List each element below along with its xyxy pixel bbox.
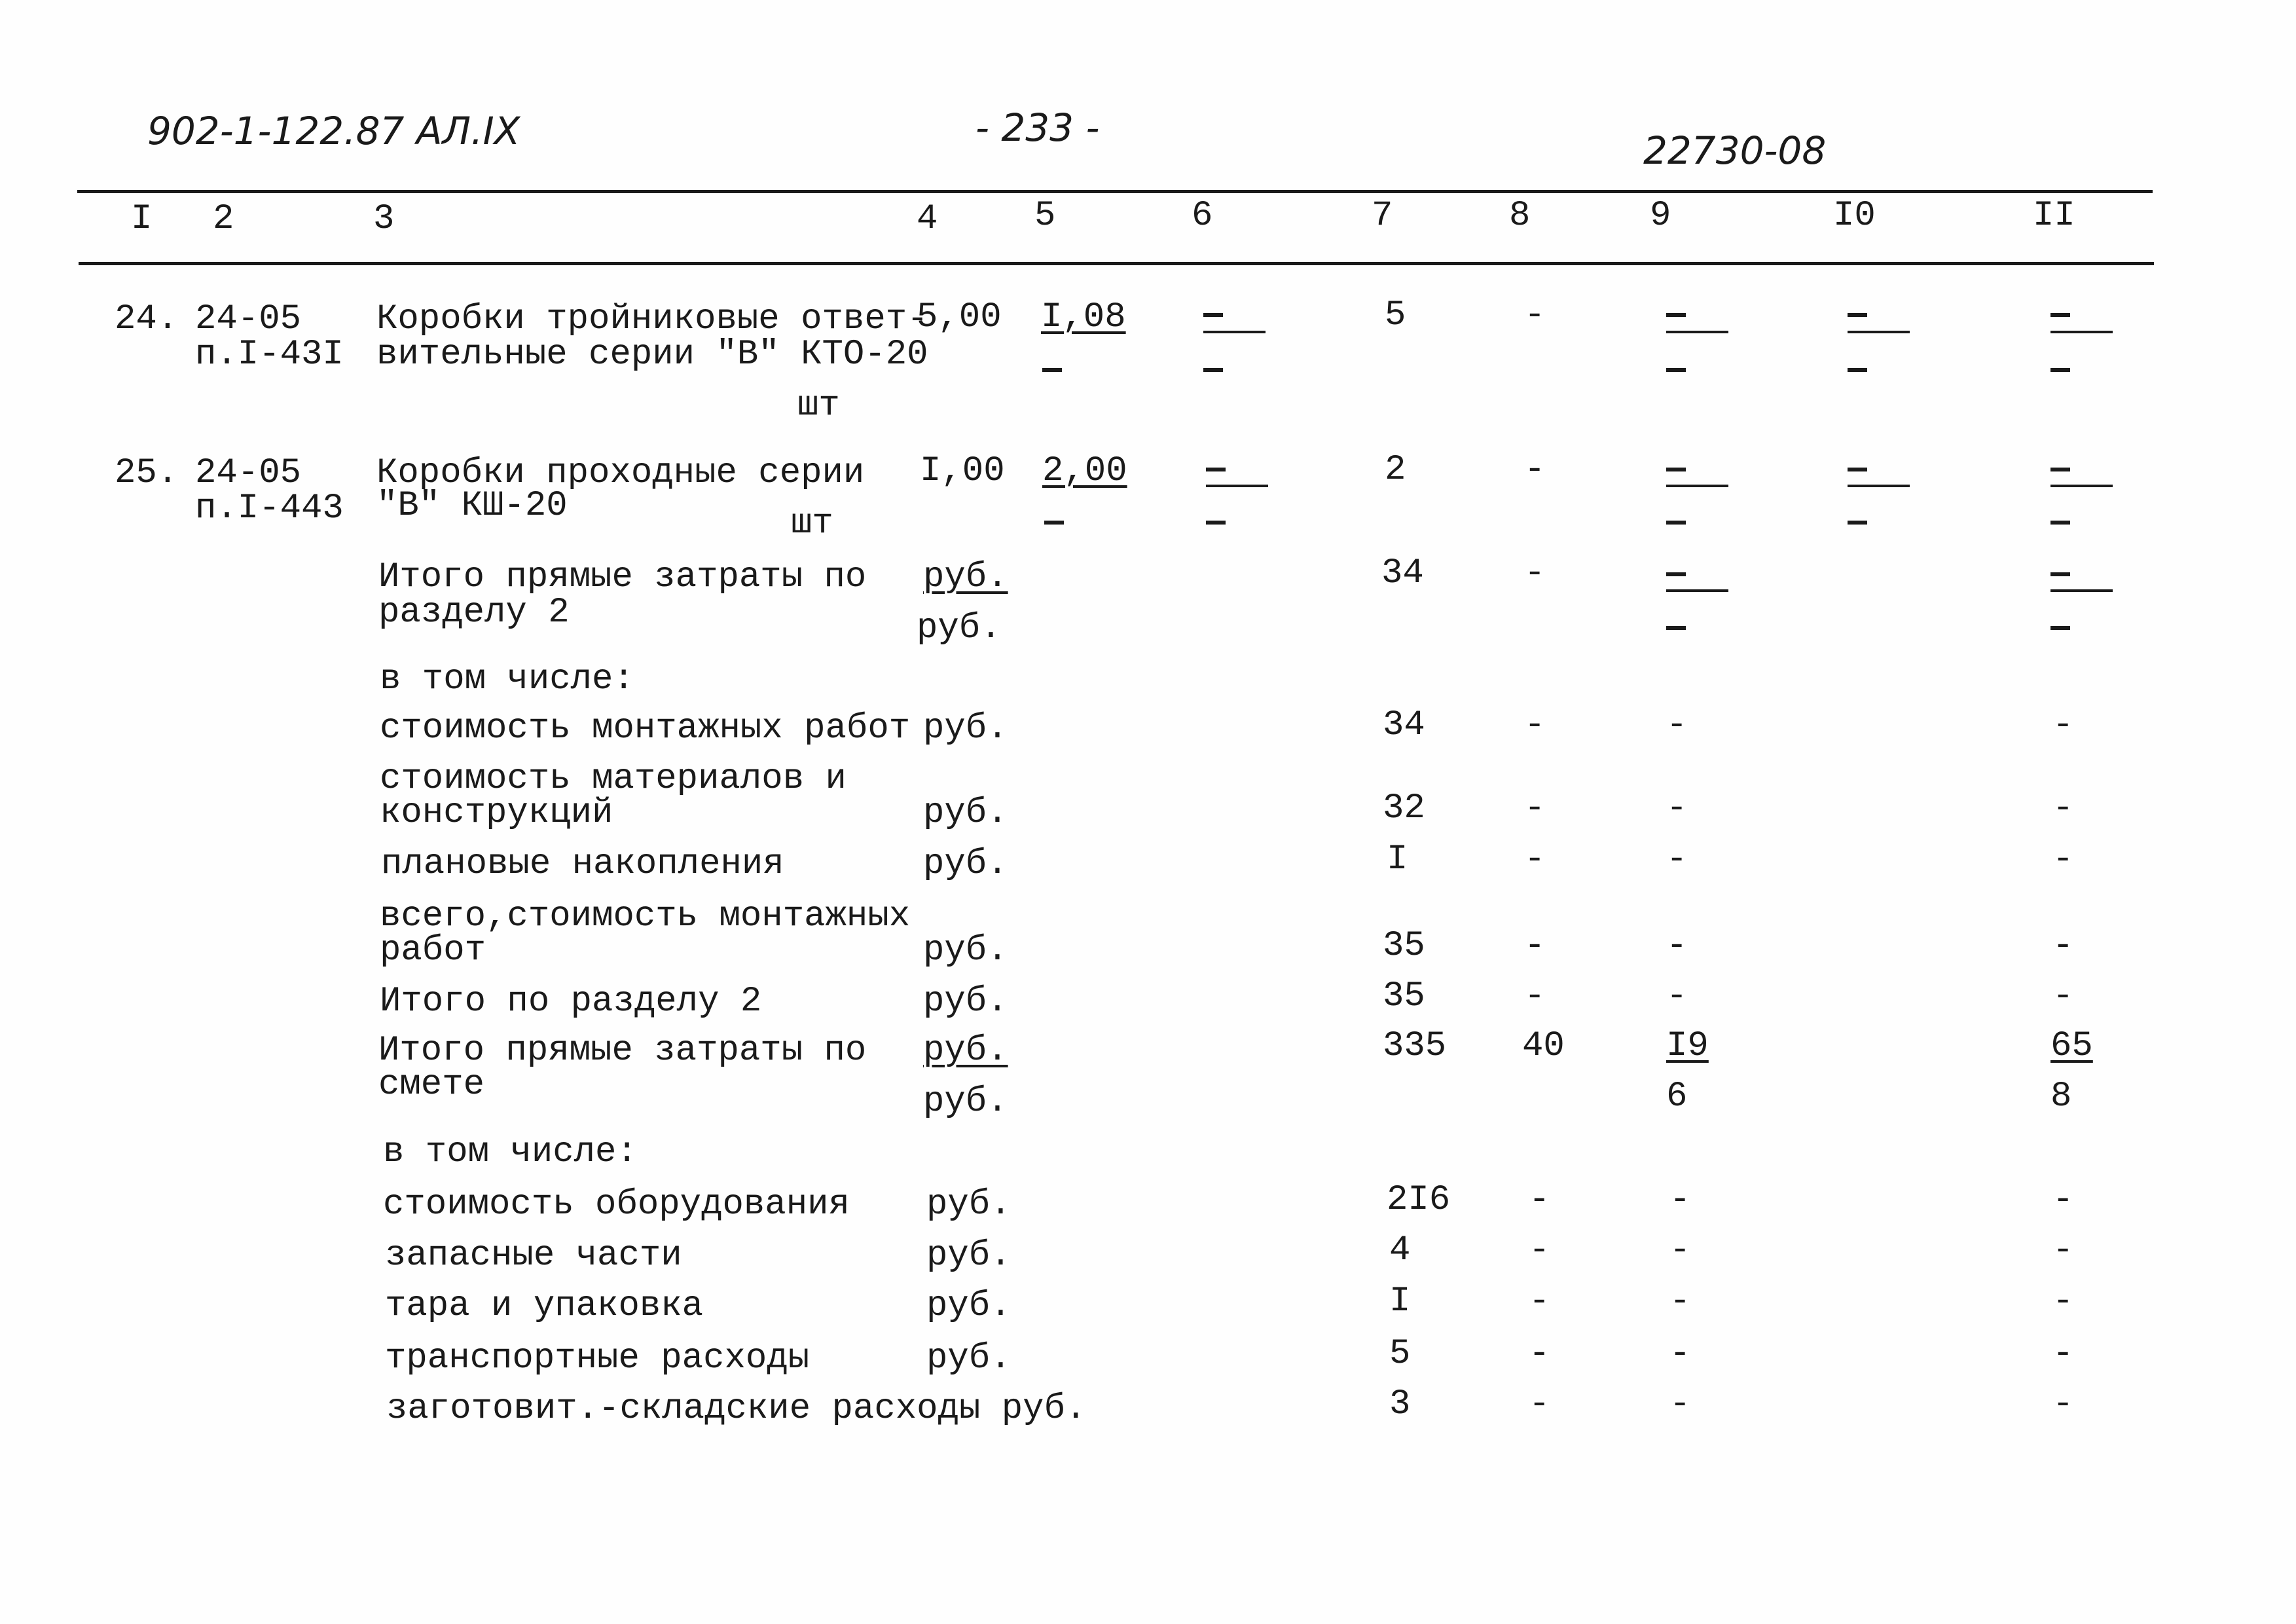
column-header-5: 5 — [1034, 196, 1056, 236]
row-number: 24. — [115, 299, 179, 339]
summary-value-col8: 40 — [1522, 1026, 1565, 1066]
summary-label: стоимость материалов и — [380, 759, 847, 799]
inventory-number: 22730-08 — [1643, 128, 1827, 173]
summary-value-col11: - — [2052, 1230, 2074, 1270]
including-label: в том числе: — [380, 659, 634, 699]
summary-value-col9: - — [1666, 705, 1688, 745]
summary-value-col8: - — [1524, 553, 1546, 593]
summary-label-cont: работ — [380, 931, 486, 970]
summary-value-col8: - — [1529, 1282, 1550, 1321]
row-unit-price: I,08 — [1041, 297, 1126, 337]
row-value-col7: 5 — [1385, 295, 1406, 335]
summary-unit-bottom: руб. — [923, 1082, 1008, 1122]
summary-label: заготовит.-складские расходы руб. — [386, 1389, 1087, 1429]
summary-value-col11: - — [2052, 840, 2074, 879]
summary-value-col11: - — [2052, 976, 2074, 1016]
summary-value-col8: - — [1529, 1334, 1550, 1374]
row-dash — [2050, 368, 2070, 372]
row-dash — [1203, 368, 1223, 372]
page-number: - 233 - — [975, 105, 1100, 150]
summary-label-cont: смете — [378, 1065, 485, 1105]
summary-label-cont: конструкций — [380, 793, 613, 833]
summary-value-col7: I — [1389, 1282, 1411, 1321]
summary-value-col9-bottom: 6 — [1666, 1077, 1688, 1116]
table-header-rule — [79, 262, 2154, 265]
row-description-cont: вительные серии "В" КТО-20 — [376, 335, 928, 375]
row-dash — [1666, 331, 1728, 333]
document-code: 902-1-122.87 АЛ.IX — [147, 109, 520, 153]
summary-value-col9: - — [1666, 926, 1688, 966]
summary-value-col8: - — [1529, 1230, 1550, 1270]
summary-value-col11: - — [2052, 1384, 2074, 1424]
row-dash — [2050, 485, 2113, 487]
summary-dash — [1666, 572, 1686, 576]
summary-value-col8: - — [1524, 840, 1546, 879]
summary-unit: руб. — [923, 931, 1008, 970]
summary-label: запасные части — [385, 1236, 682, 1276]
summary-value-col9: - — [1669, 1282, 1691, 1321]
row-quantity: 5,00 — [917, 297, 1002, 337]
summary-value-col7: 32 — [1383, 788, 1425, 828]
row-dash — [1848, 521, 1867, 525]
row-value-col8: - — [1524, 295, 1546, 335]
summary-label: транспортные расходы — [385, 1338, 810, 1378]
summary-unit: руб. — [923, 793, 1008, 833]
summary-value-col9: - — [1669, 1384, 1691, 1424]
summary-value-col8: - — [1524, 926, 1546, 966]
summary-value-col9: - — [1666, 788, 1688, 828]
summary-label: стоимость монтажных работ — [380, 709, 911, 748]
summary-value-col9: - — [1666, 976, 1688, 1016]
summary-value-col8: - — [1529, 1180, 1550, 1220]
row-description: Коробки проходные серии — [376, 453, 865, 493]
column-header-6: 6 — [1192, 196, 1213, 236]
summary-value-col8: - — [1524, 788, 1546, 828]
summary-value-col7: 35 — [1383, 976, 1425, 1016]
including-label: в том числе: — [383, 1132, 638, 1172]
row-dash — [1666, 485, 1728, 487]
summary-value-col7: I — [1387, 840, 1408, 879]
summary-unit-top: руб. — [923, 557, 1008, 597]
row-dash — [2050, 521, 2070, 525]
row-dash — [1666, 468, 1686, 471]
summary-dash — [1666, 626, 1686, 630]
row-dash — [1666, 368, 1686, 372]
row-dash — [2050, 313, 2070, 317]
summary-value-col11: - — [2052, 926, 2074, 966]
summary-label: Итого прямые затраты по — [378, 1031, 867, 1071]
summary-unit: руб. — [923, 982, 1008, 1022]
row-code-clause: п.I-43I — [195, 335, 344, 375]
column-header-7: 7 — [1372, 196, 1393, 236]
summary-value-col11-top: 65 — [2050, 1026, 2093, 1066]
summary-dash — [2050, 589, 2113, 592]
table-top-rule — [77, 190, 2153, 193]
row-description-cont: "В" КШ-20 — [376, 486, 568, 526]
summary-label: всего,стоимость монтажных — [380, 896, 911, 936]
summary-value-col11: - — [2052, 705, 2074, 745]
row-code-clause: п.I-443 — [195, 489, 344, 528]
row-unit-price: 2,00 — [1042, 451, 1127, 491]
summary-unit-top: руб. — [923, 1031, 1008, 1071]
column-header-3: 3 — [373, 199, 395, 239]
summary-value-col8: - — [1524, 976, 1546, 1016]
summary-dash — [2050, 626, 2070, 630]
summary-dash — [2050, 572, 2070, 576]
summary-value-col7: 5 — [1389, 1334, 1411, 1374]
summary-value-col11: - — [2052, 788, 2074, 828]
summary-value-col7: 35 — [1383, 926, 1425, 966]
row-dash — [1206, 485, 1268, 487]
summary-value-col9: - — [1669, 1230, 1691, 1270]
summary-value-col7: 34 — [1381, 553, 1424, 593]
summary-value-col7: 335 — [1383, 1026, 1447, 1066]
row-dash — [1206, 468, 1226, 471]
row-dash — [1848, 368, 1867, 372]
summary-value-col9: - — [1669, 1180, 1691, 1220]
summary-unit: руб. — [926, 1236, 1011, 1276]
row-dash — [1666, 313, 1686, 317]
summary-value-col9: - — [1669, 1334, 1691, 1374]
row-dash — [1848, 313, 1867, 317]
summary-unit: руб. — [923, 844, 1008, 884]
summary-label-cont: разделу 2 — [378, 593, 570, 633]
summary-value-col9-top: I9 — [1666, 1026, 1709, 1066]
row-dash — [1848, 468, 1867, 471]
row-unit: шт — [791, 504, 833, 544]
summary-unit: руб. — [926, 1286, 1011, 1326]
summary-value-col9: - — [1666, 840, 1688, 879]
summary-label: плановые накопления — [381, 844, 784, 884]
summary-value-col11: - — [2052, 1334, 2074, 1374]
summary-dash — [1666, 589, 1728, 592]
row-description: Коробки тройниковые ответ- — [376, 299, 928, 339]
column-header-10: I0 — [1833, 196, 1876, 236]
summary-value-col7: 34 — [1383, 705, 1425, 745]
summary-value-col8: - — [1529, 1384, 1550, 1424]
row-code: 24-05 — [195, 299, 302, 339]
row-quantity: I,00 — [920, 451, 1005, 491]
column-header-9: 9 — [1650, 196, 1671, 236]
row-value-col7: 2 — [1385, 450, 1406, 490]
summary-value-col11: - — [2052, 1180, 2074, 1220]
summary-unit: руб. — [926, 1185, 1011, 1225]
row-unit: шт — [797, 386, 840, 426]
summary-value-col11: - — [2052, 1282, 2074, 1321]
row-dash — [1848, 331, 1910, 333]
row-dash — [1206, 521, 1226, 525]
row-dash — [1044, 521, 1064, 525]
summary-value-col11-bottom: 8 — [2050, 1077, 2072, 1116]
summary-label: Итого прямые затраты по — [378, 557, 867, 597]
summary-value-col7: 2I6 — [1387, 1180, 1451, 1220]
summary-unit: руб. — [923, 709, 1008, 748]
row-number: 25. — [115, 453, 179, 493]
row-dash — [2050, 331, 2113, 333]
summary-label: стоимость оборудования — [383, 1185, 850, 1225]
row-dash — [1848, 485, 1910, 487]
summary-value-col7: 3 — [1389, 1384, 1411, 1424]
column-header-8: 8 — [1509, 196, 1531, 236]
row-dash — [1042, 368, 1062, 372]
summary-unit-bottom: руб. — [917, 608, 1002, 648]
row-dash — [1666, 521, 1686, 525]
column-header-11: II — [2033, 196, 2075, 236]
row-dash — [1203, 331, 1266, 333]
column-header-4: 4 — [917, 199, 938, 239]
summary-value-col7: 4 — [1389, 1230, 1411, 1270]
summary-label: тара и упаковка — [385, 1286, 704, 1326]
row-code: 24-05 — [195, 453, 302, 493]
summary-value-col8: - — [1524, 705, 1546, 745]
row-dash — [1203, 313, 1223, 317]
summary-unit: руб. — [926, 1338, 1011, 1378]
row-dash — [2050, 468, 2070, 471]
row-value-col8: - — [1524, 450, 1546, 490]
summary-label: Итого по разделу 2 — [380, 982, 762, 1022]
column-header-1: I — [131, 199, 153, 239]
column-header-2: 2 — [213, 199, 234, 239]
